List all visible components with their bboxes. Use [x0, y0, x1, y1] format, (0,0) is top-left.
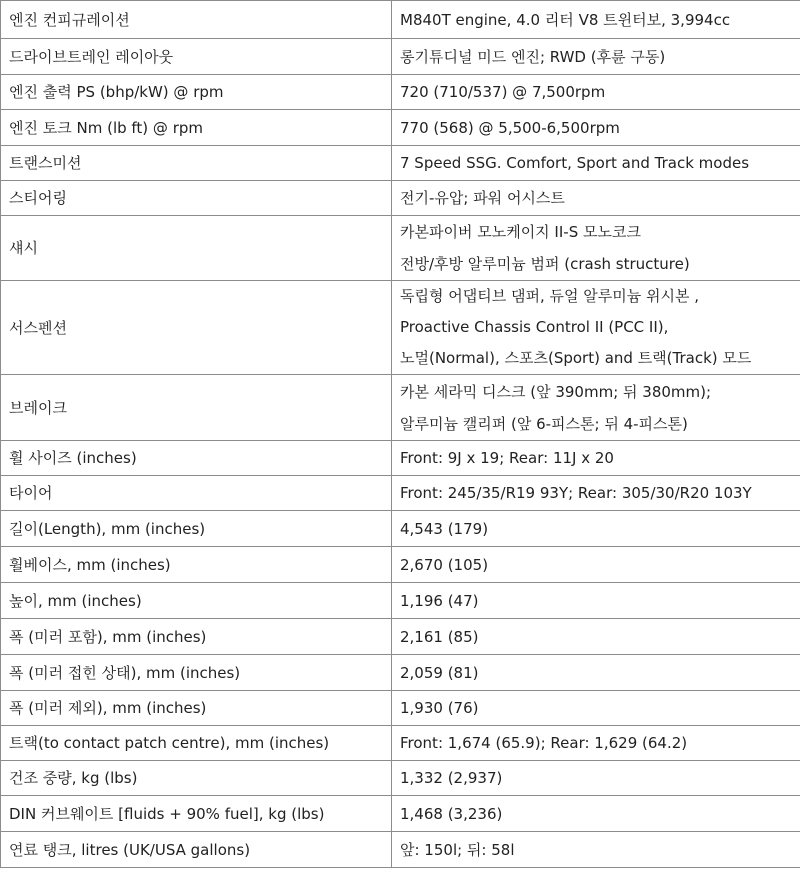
- spec-value: [392, 216, 800, 281]
- spec-label: 건조 중량, kg (lbs): [1, 761, 392, 796]
- spec-row: [1, 75, 800, 110]
- spec-row: [1, 691, 800, 726]
- spec-value-line: 1,196 (47): [400, 591, 479, 610]
- spec-value-line: 4,543 (179): [400, 519, 489, 538]
- spec-label: 휠 사이즈 (inches): [1, 441, 392, 476]
- spec-label: 휠베이스, mm (inches): [1, 547, 392, 583]
- spec-row: [1, 476, 800, 511]
- spec-row: [1, 216, 800, 281]
- spec-value-line: Front: 245/35/R19 93Y; Rear: 305/30/R20 103Y: [400, 484, 752, 502]
- spec-value: [392, 832, 800, 868]
- spec-value-line: 2,059 (81): [400, 663, 479, 682]
- spec-label: 엔진 토크 Nm (lb ft) @ rpm: [1, 110, 392, 146]
- spec-value: [392, 39, 800, 75]
- spec-row: [1, 110, 800, 146]
- spec-row: [1, 1, 800, 39]
- spec-row: [1, 181, 800, 216]
- spec-value: [392, 375, 800, 441]
- spec-value-line: 7 Speed SSG. Comfort, Sport and Track modes: [400, 154, 750, 172]
- spec-value-line: M840T engine, 4.0 리터 V8 트윈터보, 3,994cc: [400, 10, 731, 29]
- spec-value: [392, 761, 800, 796]
- spec-row: [1, 796, 800, 832]
- spec-value-line: 1,332 (2,937): [400, 769, 503, 787]
- spec-value-line: Front: 1,674 (65.9); Rear: 1,629 (64.2): [400, 734, 688, 752]
- spec-value-line: 1,930 (76): [400, 699, 479, 717]
- spec-label: 스티어링: [1, 181, 392, 216]
- spec-value: [392, 1, 800, 39]
- spec-value-line: 2,670 (105): [400, 555, 489, 574]
- spec-label: 연료 탱크, litres (UK/USA gallons): [1, 832, 392, 868]
- spec-value: [392, 110, 800, 146]
- spec-label: 폭 (미러 접힌 상태), mm (inches): [1, 655, 392, 691]
- spec-value-line: Front: 9J x 19; Rear: 11J x 20: [400, 449, 614, 467]
- spec-row: [1, 146, 800, 181]
- spec-label: 폭 (미러 제외), mm (inches): [1, 691, 392, 726]
- spec-value-line: 2,161 (85): [400, 627, 479, 646]
- spec-row: [1, 655, 800, 691]
- spec-label: 폭 (미러 포함), mm (inches): [1, 619, 392, 655]
- spec-label: 높이, mm (inches): [1, 583, 392, 619]
- spec-label: DIN 커브웨이트 [fluids + 90% fuel], kg (lbs): [1, 796, 392, 832]
- spec-row: [1, 281, 800, 375]
- spec-value: [392, 511, 800, 547]
- spec-value: [392, 691, 800, 726]
- spec-row: [1, 583, 800, 619]
- spec-label: 길이(Length), mm (inches): [1, 511, 392, 547]
- spec-value: [392, 476, 800, 511]
- spec-label: 타이어: [1, 476, 392, 511]
- spec-value: [392, 181, 800, 216]
- spec-value: [392, 441, 800, 476]
- spec-label: 트랙(to contact patch centre), mm (inches): [1, 726, 392, 761]
- spec-label: 서스펜션: [1, 281, 392, 375]
- spec-table-body: [1, 1, 800, 868]
- spec-row: [1, 726, 800, 761]
- spec-label: 드라이브트레인 레이아웃: [1, 39, 392, 75]
- spec-row: [1, 547, 800, 583]
- spec-value-line: 카본 세라믹 디스크 (앞 390mm; 뒤 380mm);: [400, 382, 712, 401]
- spec-row: [1, 441, 800, 476]
- spec-label: 트랜스미션: [1, 146, 392, 181]
- spec-value: [392, 655, 800, 691]
- spec-value-line: 전기-유압; 파워 어시스트: [400, 189, 565, 207]
- spec-value-line: Proactive Chassis Control II (PCC II),: [400, 318, 669, 336]
- spec-value-line: 720 (710/537) @ 7,500rpm: [400, 83, 606, 101]
- spec-row: [1, 375, 800, 441]
- spec-value: [392, 726, 800, 761]
- spec-value-line: 알루미늄 캘리퍼 (앞 6-피스톤; 뒤 4-피스톤): [400, 414, 688, 433]
- spec-label: 엔진 컨피규레이션: [1, 1, 392, 39]
- spec-value-line: 독립형 어댑티브 댐퍼, 듀얼 알루미늄 위시본 ,: [400, 287, 699, 305]
- spec-value-line: 노멀(Normal), 스포츠(Sport) and 트랙(Track) 모드: [400, 349, 752, 367]
- spec-value-line: 전방/후방 알루미늄 범퍼 (crash structure): [400, 255, 690, 273]
- spec-value-line: 앞: 150l; 뒤: 58l: [400, 840, 515, 859]
- spec-value: [392, 146, 800, 181]
- spec-row: [1, 832, 800, 868]
- spec-value: [392, 75, 800, 110]
- spec-value: [392, 796, 800, 832]
- spec-value: [392, 583, 800, 619]
- spec-value-line: 770 (568) @ 5,500-6,500rpm: [400, 118, 620, 137]
- spec-value-line: 롱기튜디널 미드 엔진; RWD (후륜 구동): [400, 47, 666, 66]
- spec-label: 엔진 출력 PS (bhp/kW) @ rpm: [1, 75, 392, 110]
- spec-label: 브레이크: [1, 375, 392, 441]
- spec-value: [392, 619, 800, 655]
- spec-row: [1, 761, 800, 796]
- spec-row: [1, 511, 800, 547]
- spec-value: [392, 547, 800, 583]
- spec-row: [1, 39, 800, 75]
- spec-value-line: 1,468 (3,236): [400, 804, 503, 823]
- spec-label: 섀시: [1, 216, 392, 281]
- spec-row: [1, 619, 800, 655]
- spec-value: [392, 281, 800, 375]
- spec-value-line: 카본파이버 모노케이지 II-S 모노코크: [400, 223, 641, 241]
